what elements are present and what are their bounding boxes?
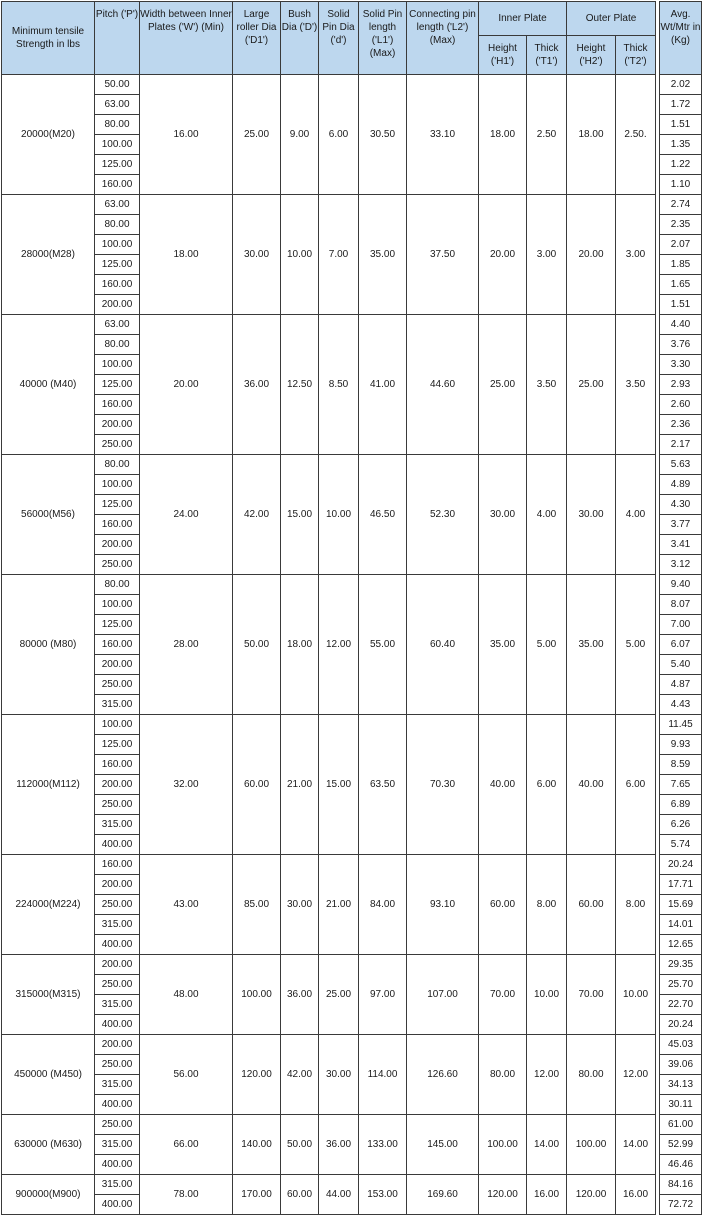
h1-cell: 60.00 xyxy=(479,855,527,955)
conn-cell: 37.50 xyxy=(407,195,479,315)
avg-weight-cell: 20.24 xyxy=(660,1015,702,1035)
t1-cell: 3.50 xyxy=(527,315,567,455)
header-outer-thick: Thick ('T2') xyxy=(616,36,656,75)
avg-weight-cell: 8.07 xyxy=(660,595,702,615)
pitch-cell: 315.00 xyxy=(95,1135,140,1155)
bush-cell: 15.00 xyxy=(281,455,319,575)
avg-weight-cell: 84.16 xyxy=(660,1175,702,1195)
pitch-cell: 200.00 xyxy=(95,955,140,975)
pin-len-cell: 97.00 xyxy=(359,955,407,1035)
header-connecting-pin: Connecting pin length ('L2') (Max) xyxy=(407,2,479,75)
roller-cell: 36.00 xyxy=(233,315,281,455)
pitch-cell: 100.00 xyxy=(95,135,140,155)
avg-weight-cell: 30.11 xyxy=(660,1095,702,1115)
h1-cell: 18.00 xyxy=(479,75,527,195)
avg-weight-cell: 3.30 xyxy=(660,355,702,375)
t1-cell: 16.00 xyxy=(527,1175,567,1215)
pitch-cell: 400.00 xyxy=(95,935,140,955)
pitch-cell: 200.00 xyxy=(95,775,140,795)
h2-cell: 20.00 xyxy=(567,195,616,315)
h2-cell: 35.00 xyxy=(567,575,616,715)
pitch-cell: 315.00 xyxy=(95,995,140,1015)
header-inner-thick: Thick ('T1') xyxy=(527,36,567,75)
pitch-cell: 315.00 xyxy=(95,915,140,935)
avg-weight-cell: 6.07 xyxy=(660,635,702,655)
avg-weight-cell: 9.93 xyxy=(660,735,702,755)
t1-cell: 3.00 xyxy=(527,195,567,315)
avg-weight-cell: 45.03 xyxy=(660,1035,702,1055)
chain-spec-table xyxy=(1,1,702,1215)
pitch-cell: 160.00 xyxy=(95,515,140,535)
roller-cell: 120.00 xyxy=(233,1035,281,1115)
h2-cell: 18.00 xyxy=(567,75,616,195)
tensile-cell: 80000 (M80) xyxy=(2,575,95,715)
pin-dia-cell: 12.00 xyxy=(319,575,359,715)
avg-weight-cell: 34.13 xyxy=(660,1075,702,1095)
avg-weight-cell: 4.89 xyxy=(660,475,702,495)
width-cell: 48.00 xyxy=(140,955,233,1035)
roller-cell: 100.00 xyxy=(233,955,281,1035)
header-pin-length: Solid Pin length ('L1') (Max) xyxy=(359,2,407,75)
bush-cell: 21.00 xyxy=(281,715,319,855)
pitch-cell: 315.00 xyxy=(95,1175,140,1195)
pin-len-cell: 133.00 xyxy=(359,1115,407,1175)
header-inner-height: Height ('H1') xyxy=(479,36,527,75)
pitch-cell: 400.00 xyxy=(95,835,140,855)
avg-weight-cell: 6.26 xyxy=(660,815,702,835)
avg-weight-cell: 3.41 xyxy=(660,535,702,555)
h2-cell: 80.00 xyxy=(567,1035,616,1115)
avg-weight-cell: 12.65 xyxy=(660,935,702,955)
avg-weight-cell: 8.59 xyxy=(660,755,702,775)
conn-cell: 93.10 xyxy=(407,855,479,955)
tensile-cell: 450000 (M450) xyxy=(2,1035,95,1115)
avg-weight-cell: 39.06 xyxy=(660,1055,702,1075)
t1-cell: 8.00 xyxy=(527,855,567,955)
pitch-cell: 125.00 xyxy=(95,155,140,175)
roller-cell: 50.00 xyxy=(233,575,281,715)
tensile-cell: 20000(M20) xyxy=(2,75,95,195)
avg-weight-cell: 61.00 xyxy=(660,1115,702,1135)
avg-weight-cell: 9.40 xyxy=(660,575,702,595)
t1-cell: 6.00 xyxy=(527,715,567,855)
pin-len-cell: 55.00 xyxy=(359,575,407,715)
t2-cell: 14.00 xyxy=(616,1115,656,1175)
avg-weight-cell: 2.17 xyxy=(660,435,702,455)
pitch-cell: 200.00 xyxy=(95,415,140,435)
avg-weight-cell: 1.65 xyxy=(660,275,702,295)
avg-weight-cell: 4.30 xyxy=(660,495,702,515)
avg-weight-cell: 5.40 xyxy=(660,655,702,675)
avg-weight-cell: 3.77 xyxy=(660,515,702,535)
avg-weight-cell: 2.74 xyxy=(660,195,702,215)
pitch-cell: 80.00 xyxy=(95,455,140,475)
avg-weight-cell: 2.35 xyxy=(660,215,702,235)
width-cell: 66.00 xyxy=(140,1115,233,1175)
pitch-cell: 400.00 xyxy=(95,1155,140,1175)
pitch-cell: 250.00 xyxy=(95,975,140,995)
pitch-cell: 400.00 xyxy=(95,1195,140,1215)
pin-len-cell: 30.50 xyxy=(359,75,407,195)
roller-cell: 170.00 xyxy=(233,1175,281,1215)
avg-weight-cell: 14.01 xyxy=(660,915,702,935)
pitch-cell: 125.00 xyxy=(95,615,140,635)
pin-len-cell: 41.00 xyxy=(359,315,407,455)
tensile-cell: 630000 (M630) xyxy=(2,1115,95,1175)
conn-cell: 70.30 xyxy=(407,715,479,855)
pin-dia-cell: 6.00 xyxy=(319,75,359,195)
pitch-cell: 80.00 xyxy=(95,575,140,595)
t2-cell: 12.00 xyxy=(616,1035,656,1115)
pitch-cell: 250.00 xyxy=(95,675,140,695)
conn-cell: 44.60 xyxy=(407,315,479,455)
t2-cell: 3.50 xyxy=(616,315,656,455)
avg-weight-cell: 2.02 xyxy=(660,75,702,95)
h1-cell: 35.00 xyxy=(479,575,527,715)
avg-weight-cell: 1.22 xyxy=(660,155,702,175)
table-row xyxy=(2,855,702,875)
tensile-cell: 315000(M315) xyxy=(2,955,95,1035)
pitch-cell: 160.00 xyxy=(95,275,140,295)
tensile-cell: 40000 (M40) xyxy=(2,315,95,455)
pitch-cell: 250.00 xyxy=(95,1115,140,1135)
pin-len-cell: 153.00 xyxy=(359,1175,407,1215)
pitch-cell: 200.00 xyxy=(95,295,140,315)
avg-weight-cell: 3.76 xyxy=(660,335,702,355)
pin-dia-cell: 7.00 xyxy=(319,195,359,315)
roller-cell: 42.00 xyxy=(233,455,281,575)
pitch-cell: 80.00 xyxy=(95,115,140,135)
avg-weight-cell: 4.40 xyxy=(660,315,702,335)
width-cell: 28.00 xyxy=(140,575,233,715)
avg-weight-cell: 72.72 xyxy=(660,1195,702,1215)
avg-weight-cell: 46.46 xyxy=(660,1155,702,1175)
header-tensile: Minimum tensile Strength in lbs xyxy=(2,2,95,75)
header-width: Width between Inner Plates ('W') (Min) xyxy=(140,2,233,75)
avg-weight-cell: 15.69 xyxy=(660,895,702,915)
t1-cell: 4.00 xyxy=(527,455,567,575)
pitch-cell: 80.00 xyxy=(95,335,140,355)
pitch-cell: 250.00 xyxy=(95,895,140,915)
bush-cell: 18.00 xyxy=(281,575,319,715)
avg-weight-cell: 2.60 xyxy=(660,395,702,415)
roller-cell: 25.00 xyxy=(233,75,281,195)
pitch-cell: 315.00 xyxy=(95,815,140,835)
table-row xyxy=(2,1035,702,1055)
h1-cell: 100.00 xyxy=(479,1115,527,1175)
header-outer-plate: Outer Plate xyxy=(567,2,656,36)
pitch-cell: 250.00 xyxy=(95,435,140,455)
bush-cell: 42.00 xyxy=(281,1035,319,1115)
bush-cell: 36.00 xyxy=(281,955,319,1035)
pitch-cell: 125.00 xyxy=(95,375,140,395)
avg-weight-cell: 2.93 xyxy=(660,375,702,395)
pin-len-cell: 35.00 xyxy=(359,195,407,315)
header-inner-plate: Inner Plate xyxy=(479,2,567,36)
pitch-cell: 250.00 xyxy=(95,1055,140,1075)
avg-weight-cell: 17.71 xyxy=(660,875,702,895)
conn-cell: 33.10 xyxy=(407,75,479,195)
pin-len-cell: 84.00 xyxy=(359,855,407,955)
avg-weight-cell: 1.72 xyxy=(660,95,702,115)
avg-weight-cell: 1.51 xyxy=(660,295,702,315)
avg-weight-cell: 7.65 xyxy=(660,775,702,795)
t2-cell: 4.00 xyxy=(616,455,656,575)
h2-cell: 60.00 xyxy=(567,855,616,955)
t2-cell: 5.00 xyxy=(616,575,656,715)
avg-weight-cell: 4.87 xyxy=(660,675,702,695)
avg-weight-cell: 1.51 xyxy=(660,115,702,135)
roller-cell: 30.00 xyxy=(233,195,281,315)
h1-cell: 80.00 xyxy=(479,1035,527,1115)
avg-weight-cell: 2.07 xyxy=(660,235,702,255)
header-outer-height: Height ('H2') xyxy=(567,36,616,75)
pitch-cell: 100.00 xyxy=(95,235,140,255)
avg-weight-cell: 1.85 xyxy=(660,255,702,275)
table-row xyxy=(2,1175,702,1195)
h2-cell: 25.00 xyxy=(567,315,616,455)
header-roller-dia: Large roller Dia ('D1') xyxy=(233,2,281,75)
header-bush-dia: Bush Dia ('D') xyxy=(281,2,319,75)
pitch-cell: 250.00 xyxy=(95,555,140,575)
t1-cell: 12.00 xyxy=(527,1035,567,1115)
avg-weight-cell: 7.00 xyxy=(660,615,702,635)
h1-cell: 40.00 xyxy=(479,715,527,855)
pitch-cell: 160.00 xyxy=(95,395,140,415)
avg-weight-cell: 5.63 xyxy=(660,455,702,475)
width-cell: 78.00 xyxy=(140,1175,233,1215)
avg-weight-cell: 22.70 xyxy=(660,995,702,1015)
pitch-cell: 63.00 xyxy=(95,95,140,115)
h2-cell: 40.00 xyxy=(567,715,616,855)
table-row xyxy=(2,1115,702,1135)
tensile-cell: 112000(M112) xyxy=(2,715,95,855)
pitch-cell: 400.00 xyxy=(95,1095,140,1115)
pitch-cell: 63.00 xyxy=(95,315,140,335)
header-avg-weight: Avg. Wt/Mtr in (Kg) xyxy=(660,2,702,75)
header-pitch: Pitch ('P') xyxy=(95,2,140,75)
avg-weight-cell: 3.12 xyxy=(660,555,702,575)
pin-dia-cell: 10.00 xyxy=(319,455,359,575)
conn-cell: 169.60 xyxy=(407,1175,479,1215)
avg-weight-cell: 20.24 xyxy=(660,855,702,875)
pin-dia-cell: 44.00 xyxy=(319,1175,359,1215)
pitch-cell: 100.00 xyxy=(95,355,140,375)
pitch-cell: 315.00 xyxy=(95,695,140,715)
width-cell: 20.00 xyxy=(140,315,233,455)
t2-cell: 2.50. xyxy=(616,75,656,195)
h2-cell: 70.00 xyxy=(567,955,616,1035)
table-row xyxy=(2,75,702,95)
width-cell: 18.00 xyxy=(140,195,233,315)
pin-dia-cell: 21.00 xyxy=(319,855,359,955)
pin-dia-cell: 30.00 xyxy=(319,1035,359,1115)
pitch-cell: 315.00 xyxy=(95,1075,140,1095)
h1-cell: 25.00 xyxy=(479,315,527,455)
bush-cell: 30.00 xyxy=(281,855,319,955)
avg-weight-cell: 29.35 xyxy=(660,955,702,975)
pin-len-cell: 114.00 xyxy=(359,1035,407,1115)
header-pin-dia: Solid Pin Dia ('d') xyxy=(319,2,359,75)
t2-cell: 10.00 xyxy=(616,955,656,1035)
h1-cell: 30.00 xyxy=(479,455,527,575)
roller-cell: 140.00 xyxy=(233,1115,281,1175)
table-body xyxy=(2,75,702,1215)
table-row xyxy=(2,955,702,975)
h1-cell: 120.00 xyxy=(479,1175,527,1215)
bush-cell: 50.00 xyxy=(281,1115,319,1175)
table-row xyxy=(2,455,702,475)
pitch-cell: 160.00 xyxy=(95,855,140,875)
pitch-cell: 50.00 xyxy=(95,75,140,95)
avg-weight-cell: 1.35 xyxy=(660,135,702,155)
h2-cell: 30.00 xyxy=(567,455,616,575)
t2-cell: 16.00 xyxy=(616,1175,656,1215)
pin-dia-cell: 8.50 xyxy=(319,315,359,455)
table-row xyxy=(2,315,702,335)
pitch-cell: 100.00 xyxy=(95,715,140,735)
width-cell: 24.00 xyxy=(140,455,233,575)
pitch-cell: 160.00 xyxy=(95,175,140,195)
tensile-cell: 56000(M56) xyxy=(2,455,95,575)
table-row xyxy=(2,575,702,595)
pitch-cell: 100.00 xyxy=(95,595,140,615)
pitch-cell: 200.00 xyxy=(95,875,140,895)
width-cell: 43.00 xyxy=(140,855,233,955)
tensile-cell: 224000(M224) xyxy=(2,855,95,955)
h2-cell: 100.00 xyxy=(567,1115,616,1175)
t1-cell: 2.50 xyxy=(527,75,567,195)
pitch-cell: 63.00 xyxy=(95,195,140,215)
pin-len-cell: 46.50 xyxy=(359,455,407,575)
pitch-cell: 125.00 xyxy=(95,495,140,515)
avg-weight-cell: 1.10 xyxy=(660,175,702,195)
conn-cell: 107.00 xyxy=(407,955,479,1035)
table-row xyxy=(2,715,702,735)
pin-dia-cell: 25.00 xyxy=(319,955,359,1035)
t2-cell: 6.00 xyxy=(616,715,656,855)
width-cell: 32.00 xyxy=(140,715,233,855)
t2-cell: 8.00 xyxy=(616,855,656,955)
pin-dia-cell: 36.00 xyxy=(319,1115,359,1175)
conn-cell: 52.30 xyxy=(407,455,479,575)
pitch-cell: 125.00 xyxy=(95,255,140,275)
pitch-cell: 200.00 xyxy=(95,1035,140,1055)
bush-cell: 60.00 xyxy=(281,1175,319,1215)
pitch-cell: 125.00 xyxy=(95,735,140,755)
pitch-cell: 100.00 xyxy=(95,475,140,495)
tensile-cell: 900000(M900) xyxy=(2,1175,95,1215)
t1-cell: 10.00 xyxy=(527,955,567,1035)
avg-weight-cell: 52.99 xyxy=(660,1135,702,1155)
pitch-cell: 160.00 xyxy=(95,635,140,655)
t1-cell: 5.00 xyxy=(527,575,567,715)
table-row xyxy=(2,195,702,215)
t1-cell: 14.00 xyxy=(527,1115,567,1175)
avg-weight-cell: 4.43 xyxy=(660,695,702,715)
pitch-cell: 200.00 xyxy=(95,535,140,555)
width-cell: 16.00 xyxy=(140,75,233,195)
conn-cell: 126.60 xyxy=(407,1035,479,1115)
t2-cell: 3.00 xyxy=(616,195,656,315)
avg-weight-cell: 2.36 xyxy=(660,415,702,435)
pitch-cell: 250.00 xyxy=(95,795,140,815)
h1-cell: 20.00 xyxy=(479,195,527,315)
pitch-cell: 200.00 xyxy=(95,655,140,675)
avg-weight-cell: 5.74 xyxy=(660,835,702,855)
roller-cell: 85.00 xyxy=(233,855,281,955)
pin-dia-cell: 15.00 xyxy=(319,715,359,855)
pitch-cell: 80.00 xyxy=(95,215,140,235)
pitch-cell: 400.00 xyxy=(95,1015,140,1035)
bush-cell: 9.00 xyxy=(281,75,319,195)
tensile-cell: 28000(M28) xyxy=(2,195,95,315)
width-cell: 56.00 xyxy=(140,1035,233,1115)
h1-cell: 70.00 xyxy=(479,955,527,1035)
h2-cell: 120.00 xyxy=(567,1175,616,1215)
conn-cell: 60.40 xyxy=(407,575,479,715)
avg-weight-cell: 25.70 xyxy=(660,975,702,995)
pin-len-cell: 63.50 xyxy=(359,715,407,855)
conn-cell: 145.00 xyxy=(407,1115,479,1175)
pitch-cell: 160.00 xyxy=(95,755,140,775)
roller-cell: 60.00 xyxy=(233,715,281,855)
bush-cell: 10.00 xyxy=(281,195,319,315)
avg-weight-cell: 11.45 xyxy=(660,715,702,735)
avg-weight-cell: 6.89 xyxy=(660,795,702,815)
bush-cell: 12.50 xyxy=(281,315,319,455)
